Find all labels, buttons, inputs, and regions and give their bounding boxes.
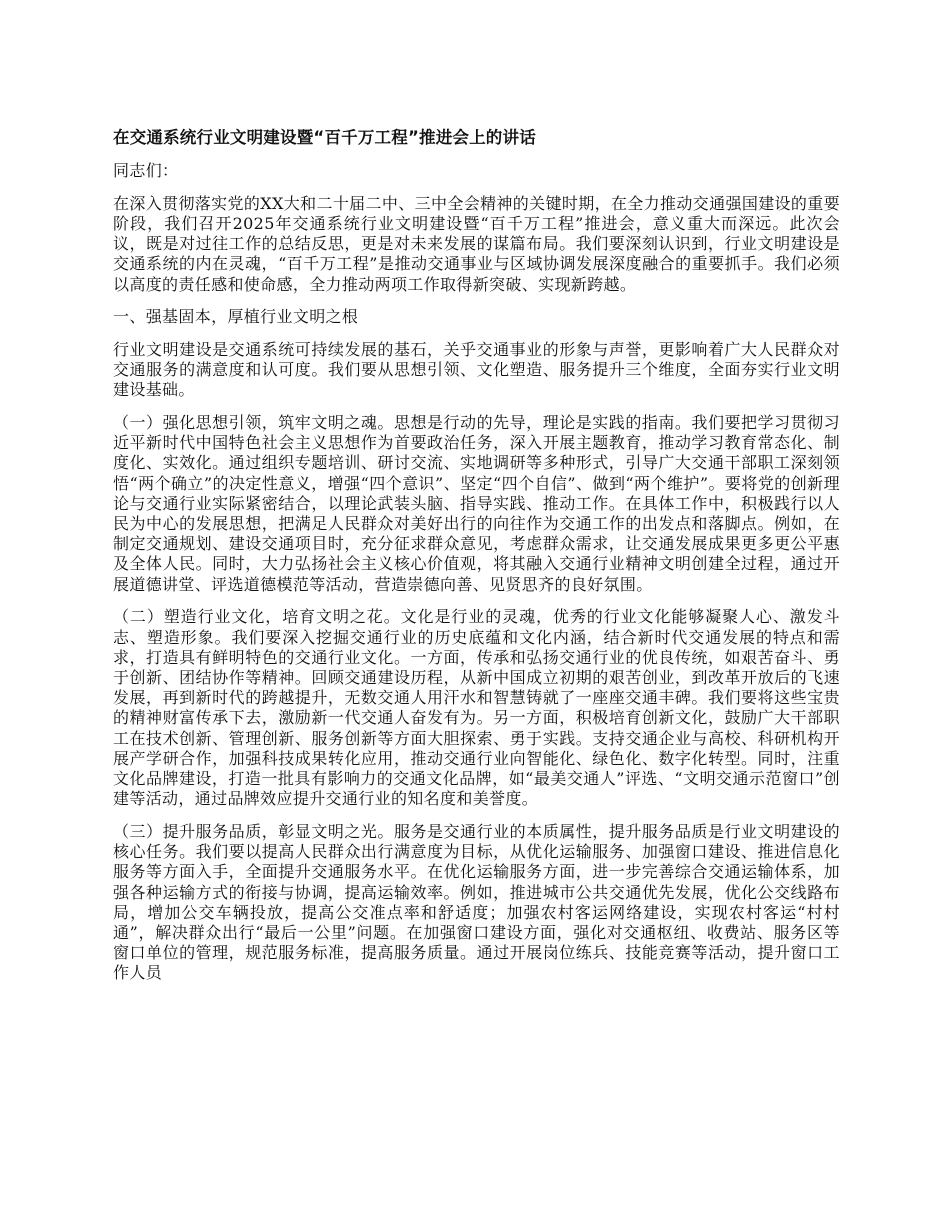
intro-paragraph: 在深入贯彻落实党的XX大和二十届二中、三中全会精神的关键时期，在全力推动交通强国建设的重要阶段，我们召开2025年交通系统行业文明建设暨“百千万工程”推进会，意义重大而深远。此次会议，既是对过往工作的总结反思，更是对未来发展的谋篇布局。我们要深刻认识到，行业文明建设是交通系统的内在灵魂，“百千万工程”是推动交通事业与区域协调发展深度融合的重要抓手。我们必须以高度的责任感和使命感，全力推动两项工作取得新突破、实现新跨越。 — [113, 193, 840, 294]
section-heading: 一、强基固本，厚植行业文明之根 — [113, 307, 359, 327]
document-title: 在交通系统行业文明建设暨“百千万工程”推进会上的讲话 — [113, 128, 536, 147]
body-paragraph: （三）提升服务品质，彰显文明之光。服务是交通行业的本质属性，提升服务品质是行业文明建设的核心任务。我们要以提高人民群众出行满意度为目标，从优化运输服务、加强窗口建设、推进信息化服务等方面入手，全面提升交通服务水平。在优化运输服务方面，进一步完善综合交通运输体系，加强各种运输方式的衔接与协调，提高运输效率。例如，推进城市公共交通优先发展，优化公交线路布局，增加公交车辆投放，提高公交准点率和舒适度；加强农村客运网络建设，实现农村客运“村村通”，解决群众出行“最后一公里”问题。在加强窗口建设方面，强化对交通枢纽、收费站、服务区等窗口单位的管理，规范服务标准，提高服务质量。通过开展岗位练兵、技能竞赛等活动，提升窗口工作人员 — [113, 821, 840, 983]
body-paragraph: （一）强化思想引领，筑牢文明之魂。思想是行动的先导，理论是实践的指南。我们要把学习贯彻习近平新时代中国特色社会主义思想作为首要政治任务，深入开展主题教育，推动学习教育常态化、制度化、实效化。通过组织专题培训、研讨交流、实地调研等多种形式，引导广大交通干部职工深刻领悟“两个确立”的决定性意义，增强“四个意识”、坚定“四个自信”、做到“两个维护”。要将党的创新理论与交通行业实际紧密结合，以理论武装头脑、指导实践、推动工作。在具体工作中，积极践行以人民为中心的发展思想，把满足人民群众对美好出行的向往作为交通工作的出发点和落脚点。例如，在制定交通规划、建设交通项目时，充分征求群众意见，考虑群众需求，让交通发展成果更多更公平惠及全体人民。同时，大力弘扬社会主义核心价值观，将其融入交通行业精神文明创建全过程，通过开展道德讲堂、评选道德模范等活动，营造崇德向善、见贤思齐的良好氛围。 — [113, 413, 840, 594]
body-paragraph: 行业文明建设是交通系统可持续发展的基石，关乎交通事业的形象与声誉，更影响着广大人民群众对交通服务的满意度和认可度。我们要从思想引领、文化塑造、服务提升三个维度，全面夯实行业文明建设基础。 — [113, 339, 840, 400]
document-page — [113, 127, 840, 996]
salutation: 同志们： — [113, 161, 179, 180]
body-paragraph: （二）塑造行业文化，培育文明之花。文化是行业的灵魂，优秀的行业文化能够凝聚人心、激发斗志、塑造形象。我们要深入挖掘交通行业的历史底蕴和文化内涵，结合新时代交通发展的特点和需求，打造具有鲜明特色的交通行业文化。一方面，传承和弘扬交通行业的优良传统，如艰苦奋斗、勇于创新、团结协作等精神。回顾交通建设历程，从新中国成立初期的艰苦创业，到改革开放后的飞速发展，再到新时代的跨越提升，无数交通人用汗水和智慧铸就了一座座交通丰碑。我们要将这些宝贵的精神财富传承下去，激励新一代交通人奋发有为。另一方面，积极培育创新文化，鼓励广大干部职工在技术创新、管理创新、服务创新等方面大胆探索、勇于实践。支持交通企业与高校、科研机构开展产学研合作，加强科技成果转化应用，推动交通行业向智能化、绿色化、数字化转型。同时，注重文化品牌建设，打造一批具有影响力的交通文化品牌，如“最美交通人”评选、“文明交通示范窗口”创建等活动，通过品牌效应提升交通行业的知名度和美誉度。 — [113, 607, 840, 809]
